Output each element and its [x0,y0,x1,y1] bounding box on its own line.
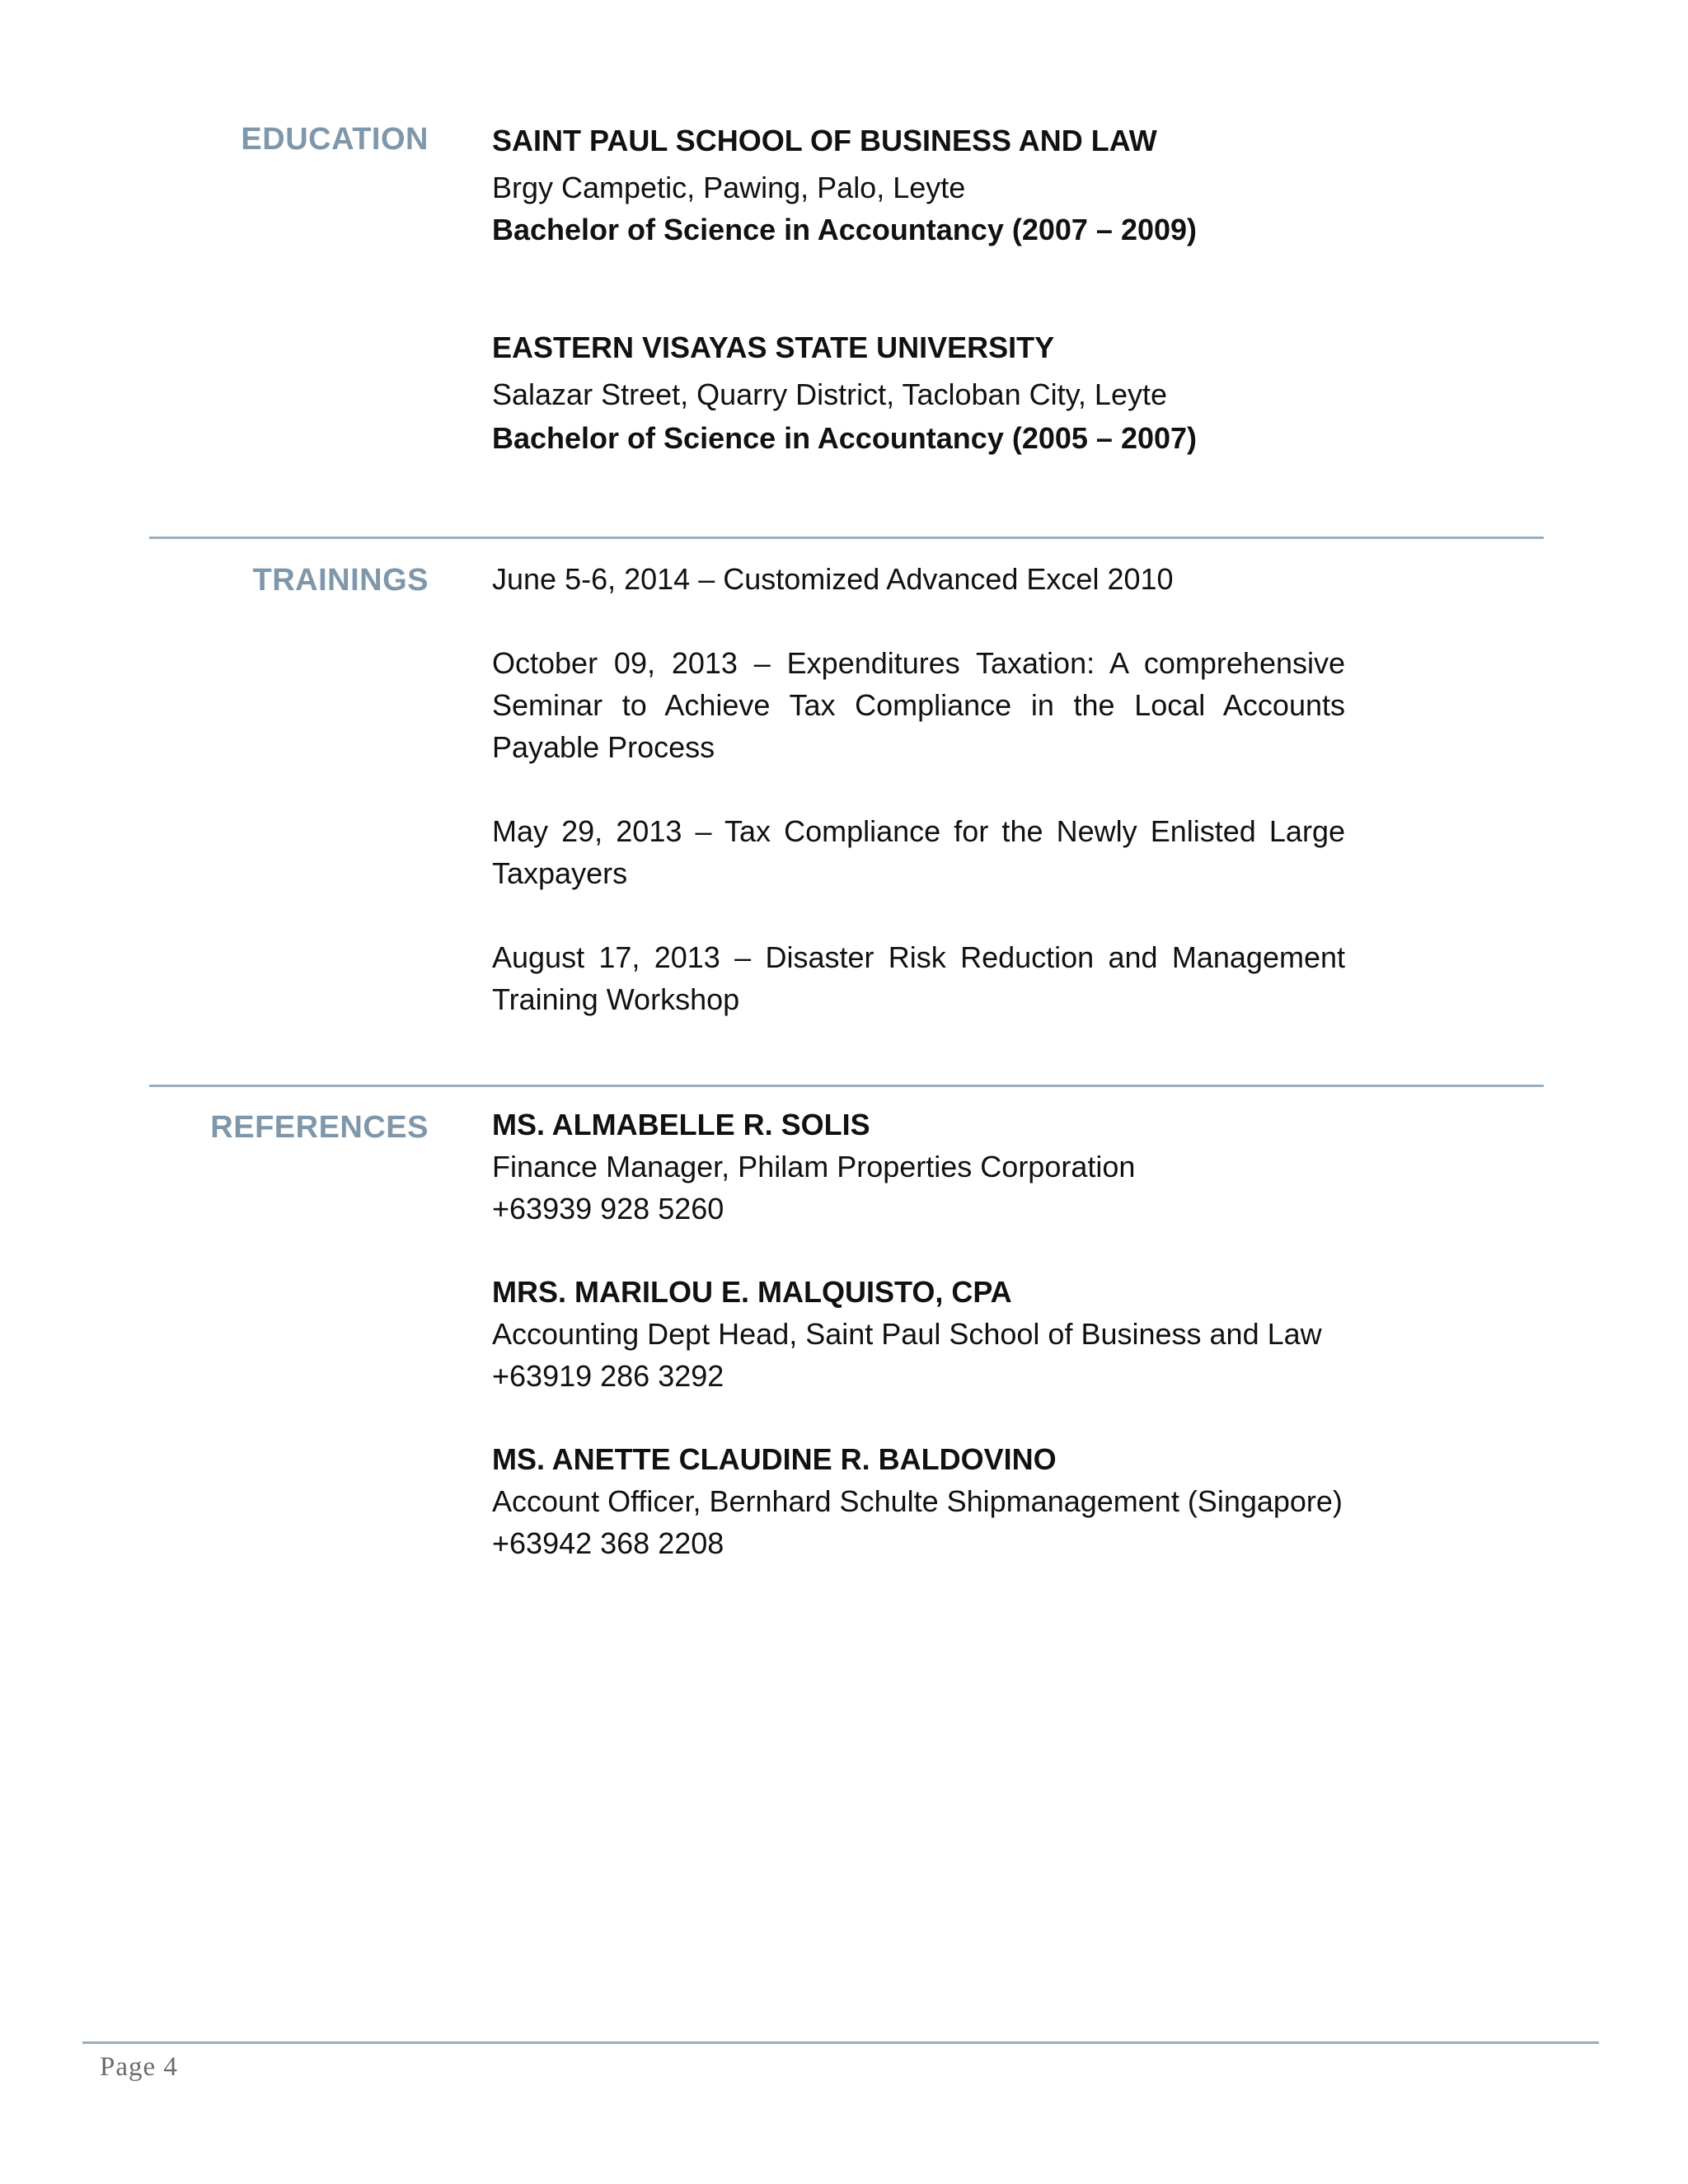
reference-name: MS. ANETTE CLAUDINE R. BALDOVINO [492,1442,1057,1476]
reference-phone: +63939 928 5260 [492,1192,724,1226]
training-item: June 5-6, 2014 – Customized Advanced Excel 2010 [492,562,1174,596]
training-item: October 09, 2013 – Expenditures Taxation: A comprehensive Seminar to Achieve Tax Compliance in the Local Accounts Payable Process [492,646,1345,764]
training-item: May 29, 2013 – Tax Compliance for the Newly Enlisted Large Taxpayers [492,814,1345,890]
trainings-heading: TRAININGS [252,563,429,598]
reference-position: Account Officer, Bernhard Schulte Shipmanagement (Singapore) [492,1484,1343,1518]
school-address: Brgy Campetic, Pawing, Palo, Leyte [492,171,966,204]
school-name: SAINT PAUL SCHOOL OF BUSINESS AND LAW [492,124,1157,157]
reference-name: MS. ALMABELLE R. SOLIS [492,1108,870,1141]
section-divider [149,537,1544,539]
school-name: EASTERN VISAYAS STATE UNIVERSITY [492,330,1055,364]
reference-entry [492,1271,1349,1397]
section-divider [149,1085,1544,1087]
degree: Bachelor of Science in Accountancy (2005 – 2007) [492,421,1198,455]
education-heading: EDUCATION [241,122,429,157]
reference-entry [492,1104,1349,1230]
degree: Bachelor of Science in Accountancy (2007 – 2009) [492,213,1198,246]
trainings-list [492,558,1349,1020]
reference-phone: +63919 286 3292 [492,1359,724,1393]
school-address: Salazar Street, Quarry District, Tacloban City, Leyte [492,377,1167,411]
training-item: August 17, 2013 – Disaster Risk Reduction and Management Training Workshop [492,940,1345,1016]
reference-entry [492,1438,1481,1564]
reference-position: Accounting Dept Head, Saint Paul School of Business and Law [492,1317,1322,1351]
reference-name: MRS. MARILOU E. MALQUISTO, CPA [492,1275,1012,1309]
references-heading: REFERENCES [210,1110,429,1145]
page-number: Page 4 [100,2052,178,2082]
education-entry [492,326,1349,459]
reference-phone: +63942 368 2208 [492,1526,724,1560]
education-entry [492,120,1349,251]
reference-position: Finance Manager, Philam Properties Corporation [492,1150,1136,1183]
footer-divider [82,2041,1599,2044]
